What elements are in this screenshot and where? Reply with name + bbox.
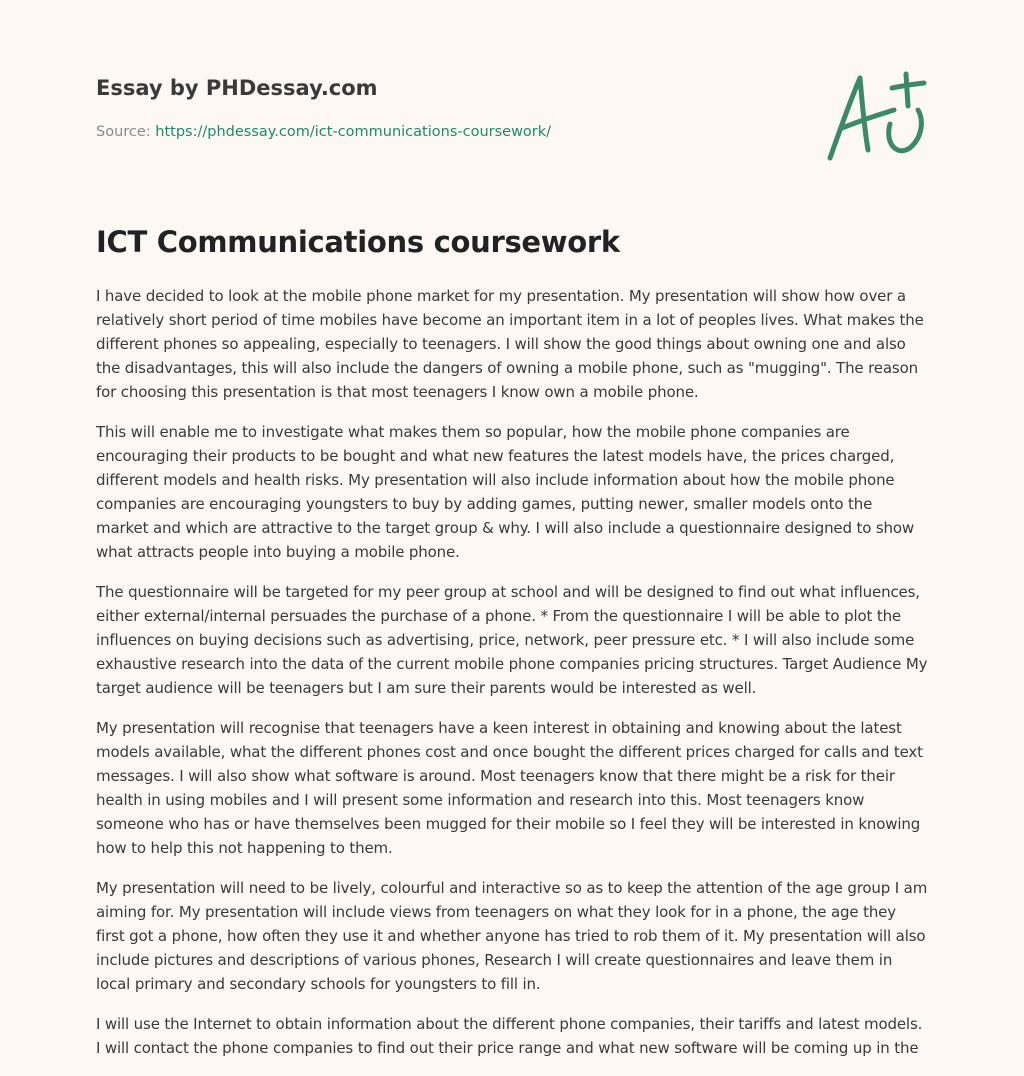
essay-paragraph: I have decided to look at the mobile phone market for my presentation. My presentation will show how over a relatively short period of time mobiles have become an important item in a lot of peoples lives. What makes the different phones so appealing, especially to teenagers. I will show the good things about owning one and also the disadvantages, this will also include the dangers of owning a mobile phone, such as "mugging". The reason for choosing this presentation is that most teenagers I know own a mobile phone. xyxy=(96,287,924,401)
essay-title: ICT Communications coursework xyxy=(96,225,620,259)
essay-body xyxy=(96,284,928,1076)
essay-paragraph: My presentation will need to be lively, colourful and interactive so as to keep the attention of the age group I am aiming for. My presentation will include views from teenagers on what they look for in a phone, the age they first got a phone, how often they use it and whether anyone has tried to rob them of it. My presentation will also include pictures and descriptions of various phones, Research I will create questionnaires and leave them in local primary and secondary schools for youngsters to fill in. xyxy=(96,879,928,993)
site-brand: Essay by PHDessay.com xyxy=(96,76,378,100)
essay-paragraph: The questionnaire will be targeted for my peer group at school and will be designed to find out what influences, either external/internal persuades the purchase of a phone. * From the questionnaire I will be able to plot the influences on buying decisions such as advertising, price, network, peer pressure etc. * I will also include some exhaustive research into the data of the current mobile phone companies pricing structures. Target Audience My target audience will be teenagers but I am sure their parents would be interested as well. xyxy=(96,583,928,697)
essay-paragraph: This will enable me to investigate what makes them so popular, how the mobile phone companies are encouraging their products to be bought and what new features the latest models have, the prices charged, different models and health risks. My presentation will also include information about how the mobile phone companies are encouraging youngsters to buy by adding games, putting newer, smaller models onto the market and which are attractive to the target group & why. I will also include a questionnaire designed to show what attracts people into buying a mobile phone. xyxy=(96,423,915,561)
source-line xyxy=(96,124,551,140)
essay-paragraph: My presentation will recognise that teenagers have a keen interest in obtaining and knowing about the latest models available, what the different phones cost and once bought the different prices charged for calls and text messages. I will also show what software is around. Most teenagers know that there might be a risk for their health in using mobiles and I will present some information and research into this. Most teenagers know someone who has or have themselves been mugged for their mobile so I feel they will be interested in knowing how to help this not happening to them. xyxy=(96,719,923,857)
a-plus-logo-icon xyxy=(822,66,932,166)
source-link[interactable]: https://phdessay.com/ict-communications-coursework/ xyxy=(155,124,552,140)
essay-paragraph: I will use the Internet to obtain information about the different phone companies, their tariffs and latest models. I will contact the phone companies to find out their price range and what new software will be coming up in the xyxy=(96,1015,923,1057)
source-label: Source: xyxy=(96,124,151,140)
